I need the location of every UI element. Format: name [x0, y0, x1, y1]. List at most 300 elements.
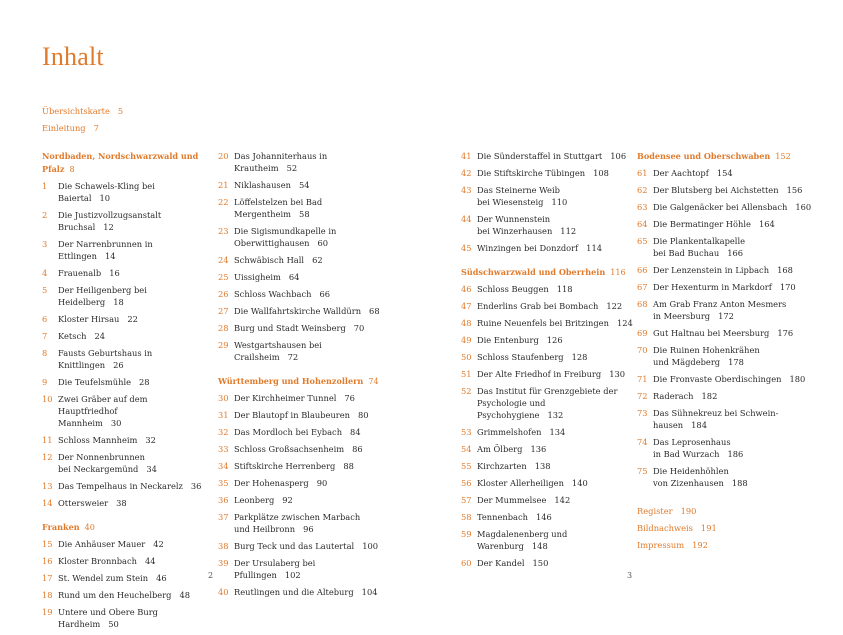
entry-title: Winzingen bei Donzdorf: [477, 243, 579, 253]
entry-page: 164: [758, 219, 775, 229]
entry-title: Der Alte Friedhof in Freiburg: [477, 369, 602, 379]
toc-entry[interactable]: [637, 390, 817, 402]
toc-link-picture-credits[interactable]: [637, 520, 817, 537]
entry-page: 62: [312, 255, 323, 265]
entry-page: 186: [727, 449, 744, 459]
entry-page: 90: [316, 478, 328, 488]
toc-entry[interactable]: [42, 555, 207, 567]
entry-title: Schloss Beuggen: [477, 284, 549, 294]
entry-title: Stiftskirche Herrenberg: [234, 461, 336, 471]
section-title: Franken: [42, 522, 80, 532]
entry-title: Tennenbach: [477, 512, 528, 522]
toc-entry[interactable]: [461, 242, 633, 254]
entry-page: 146: [536, 512, 552, 522]
entry-number: 48: [461, 318, 472, 328]
section-heading[interactable]: [637, 150, 817, 163]
entry-page: 112: [560, 226, 577, 236]
entry-page: 168: [777, 265, 793, 275]
entry-number: 22: [218, 197, 229, 207]
toc-entry[interactable]: [42, 480, 207, 492]
entry-title: Am Grab Franz Anton Mesmers: [653, 299, 787, 309]
toc-entry[interactable]: [218, 339, 383, 363]
toc-page: 192: [692, 540, 708, 550]
entry-page: 170: [779, 282, 796, 292]
entry-number: 42: [461, 168, 472, 178]
section-title: Bodensee und Oberschwaben: [637, 151, 771, 161]
entry-title: Uissigheim: [234, 272, 281, 282]
toc-entry[interactable]: [218, 288, 383, 300]
entry-page: 34: [146, 464, 157, 474]
entry-page: 184: [691, 420, 707, 430]
toc-entry[interactable]: [637, 407, 817, 431]
page-number-left: 2: [208, 571, 214, 580]
toc-entry[interactable]: [461, 213, 633, 237]
entry-title: Frauenalb: [58, 268, 102, 278]
entry-page: 114: [586, 243, 603, 253]
entry-number: 2: [42, 210, 48, 220]
toc-entry[interactable]: [218, 322, 383, 334]
entry-number: 23: [218, 226, 229, 236]
toc-page: 5: [117, 106, 124, 116]
entry-title: Die Teufelsmühle: [58, 377, 132, 387]
entry-number: 8: [42, 348, 48, 358]
entry-title: Westgartshausen bei Crailsheim: [234, 340, 322, 362]
entry-title: Kloster Allerheiligen: [477, 478, 564, 488]
toc-entry[interactable]: [637, 201, 817, 213]
toc-column-4: [637, 150, 817, 554]
entry-number: 51: [461, 369, 472, 379]
entry-page: 148: [531, 541, 548, 551]
entry-number: 28: [218, 323, 229, 333]
entry-number: 35: [218, 478, 229, 488]
entry-title: Ruine Neuenfels bei Britzingen: [477, 318, 609, 328]
entry-number: 73: [637, 408, 648, 418]
entry-number: 3: [42, 239, 48, 249]
entry-title: Der Kandel: [477, 558, 525, 568]
toc-entry[interactable]: [461, 150, 633, 162]
toc-entry[interactable]: [637, 436, 817, 460]
entry-title: Gut Haltnau bei Meersburg: [653, 328, 770, 338]
entry-number: 19: [42, 607, 53, 617]
toc-entry[interactable]: [461, 300, 633, 312]
entry-page: 48: [179, 590, 191, 600]
entry-number: 26: [218, 289, 229, 299]
toc-entry[interactable]: [218, 586, 383, 598]
toc-entry[interactable]: [42, 209, 207, 233]
entry-page: 136: [530, 444, 547, 454]
toc-entry[interactable]: [637, 184, 817, 196]
entry-number: 29: [218, 340, 229, 350]
entry-title: in Meersburg: [653, 311, 711, 321]
entry-title: St. Wendel zum Stein: [58, 573, 149, 583]
entry-title: Der Ursulaberg bei Pfullingen: [234, 558, 316, 580]
entry-title: Niklashausen: [234, 180, 291, 190]
section-heading[interactable]: [42, 150, 207, 176]
toc-page: 7: [93, 123, 99, 133]
entry-title: von Zizenhausen: [653, 478, 724, 488]
entry-page: 182: [701, 391, 718, 401]
entry-page: 142: [554, 495, 571, 505]
entry-number: 14: [42, 498, 53, 508]
toc-page: 191: [700, 523, 717, 533]
entry-page: 42: [153, 539, 164, 549]
entry-page: 150: [532, 558, 549, 568]
entry-number: 39: [218, 558, 229, 568]
toc-entry[interactable]: [42, 538, 207, 550]
toc-entry[interactable]: [637, 344, 817, 368]
toc-entry[interactable]: [42, 376, 207, 388]
section-page: 40: [84, 522, 95, 532]
toc-entry[interactable]: [461, 494, 633, 506]
entry-page: 104: [361, 587, 378, 597]
entry-title: Die Sigismundkapelle in: [234, 226, 337, 236]
toc-entry[interactable]: [42, 347, 207, 371]
toc-entry[interactable]: [637, 235, 817, 259]
entry-title: Der Heiligenberg bei Heidelberg: [58, 285, 147, 307]
entry-title: Das Leprosenhaus: [653, 437, 731, 447]
entry-number: 52: [461, 386, 472, 396]
entry-page: 60: [317, 238, 329, 248]
entry-page: 108: [593, 168, 609, 178]
entry-title: Am Ölberg: [477, 444, 523, 454]
entry-title: Das Sühnekreuz bei Schwein-: [653, 408, 779, 418]
entry-title: bei Wiesensteig: [477, 197, 544, 207]
toc-entry[interactable]: [637, 298, 817, 322]
entry-title: Reutlingen und die Alteburg: [234, 587, 354, 597]
entry-page: 118: [556, 284, 573, 294]
toc-entry[interactable]: [461, 167, 633, 179]
entry-page: 68: [369, 306, 380, 316]
entry-page: 76: [344, 393, 355, 403]
toc-entry[interactable]: [461, 317, 633, 329]
entry-number: 24: [218, 255, 229, 265]
entry-title: Der Kirchheimer Tunnel: [234, 393, 337, 403]
toc-link-imprint[interactable]: [637, 537, 817, 554]
entry-page: 126: [546, 335, 563, 345]
entry-page: 180: [789, 374, 806, 384]
entry-title: Der Wunnenstein: [477, 214, 551, 224]
toc-link-register[interactable]: [637, 503, 817, 520]
entry-page: 96: [303, 524, 314, 534]
entry-title: Das Institut für Grenzgebiete der: [477, 386, 618, 396]
toc-entry[interactable]: [218, 225, 383, 249]
entry-title: Mannheim: [58, 418, 103, 428]
entry-number: 18: [42, 590, 53, 600]
entry-title: Untere und Obere Burg Hardheim: [58, 607, 158, 629]
entry-page: 16: [109, 268, 120, 278]
entry-number: 47: [461, 301, 472, 311]
toc-entry[interactable]: [637, 264, 817, 276]
toc-entry[interactable]: [218, 460, 383, 472]
entry-page: 28: [139, 377, 150, 387]
toc-entry[interactable]: [42, 606, 207, 630]
toc-entry[interactable]: [461, 460, 633, 472]
entry-title: Kirchzarten: [477, 461, 527, 471]
toc-entry[interactable]: [218, 443, 383, 455]
entry-title: Die Schawels-Kling bei Baiertal: [58, 181, 155, 203]
toc-label: Einleitung: [42, 123, 86, 133]
entry-number: 74: [637, 437, 648, 447]
toc-entry[interactable]: [218, 196, 383, 220]
entry-title: Enderlins Grab bei Bombach: [477, 301, 599, 311]
entry-number: 36: [218, 495, 229, 505]
entry-number: 30: [218, 393, 229, 403]
entry-number: 50: [461, 352, 472, 362]
entry-title: Grimmelshofen: [477, 427, 542, 437]
section-heading[interactable]: [42, 521, 207, 534]
entry-title: Die Entenburg: [477, 335, 539, 345]
toc-entry[interactable]: [42, 572, 207, 584]
entry-title: und Mägdeberg: [653, 357, 721, 367]
entry-number: 1: [42, 181, 48, 191]
entry-title: Rund um den Heuchelberg: [58, 590, 172, 600]
entry-title: Das Johanniterhaus in Krautheim: [234, 151, 328, 173]
toc-entry[interactable]: [637, 281, 817, 293]
entry-number: 37: [218, 512, 229, 522]
toc-label: Bildnachweis: [637, 523, 693, 533]
entry-title: Die Galgenäcker bei Allensbach: [653, 202, 788, 212]
entry-page: 188: [731, 478, 748, 488]
toc-entry[interactable]: [42, 180, 207, 204]
toc-entry[interactable]: [218, 392, 383, 404]
entry-page: 160: [795, 202, 812, 212]
section-heading[interactable]: [461, 266, 633, 279]
entry-page: 110: [551, 197, 568, 207]
entry-number: 27: [218, 306, 229, 316]
entry-number: 25: [218, 272, 229, 282]
toc-entry[interactable]: [637, 218, 817, 230]
entry-page: 12: [103, 222, 114, 232]
section-title: Südschwarzwald und Oberrhein: [461, 267, 606, 277]
entry-page: 88: [343, 461, 354, 471]
entry-title: Kloster Hirsau: [58, 314, 120, 324]
entry-title: Kloster Bronnbach: [58, 556, 137, 566]
entry-number: 31: [218, 410, 229, 420]
entry-title: bei Neckargemünd: [58, 464, 139, 474]
section-heading[interactable]: [218, 375, 383, 388]
toc-entry[interactable]: [637, 327, 817, 339]
entry-page: 14: [104, 251, 116, 261]
entry-number: 57: [461, 495, 472, 505]
toc-entry[interactable]: [42, 451, 207, 475]
toc-entry[interactable]: [461, 511, 633, 523]
section-page: 74: [368, 376, 379, 386]
entry-title: Die Anhäuser Mauer: [58, 539, 146, 549]
entry-number: 68: [637, 299, 648, 309]
toc-entry[interactable]: [218, 494, 383, 506]
entry-title: Der Lenzenstein in Lipbach: [653, 265, 770, 275]
entry-title: Die Wallfahrtskirche Walldürn: [234, 306, 362, 316]
section-page: 8: [69, 164, 75, 174]
entry-title: Die Justizvollzugsanstalt Bruchsal: [58, 210, 162, 232]
entry-title: Schloss Staufenberg: [477, 352, 564, 362]
entry-number: 45: [461, 243, 472, 253]
toc-entry[interactable]: [42, 267, 207, 279]
entry-title: und Heilbronn: [234, 524, 296, 534]
entry-number: 75: [637, 466, 648, 476]
entry-page: 64: [288, 272, 300, 282]
entry-title: Löffelstelzen bei Bad Mergentheim: [234, 197, 323, 219]
toc-entry[interactable]: [461, 528, 633, 552]
toc-entry[interactable]: [218, 305, 383, 317]
entry-page: 134: [549, 427, 566, 437]
entry-title: Der Blutsberg bei Aichstetten: [653, 185, 779, 195]
entry-title: bei Winzerhausen: [477, 226, 553, 236]
toc-entry[interactable]: [461, 557, 633, 569]
toc-entry[interactable]: [218, 511, 383, 535]
toc-entry[interactable]: [42, 497, 207, 509]
entry-number: 67: [637, 282, 648, 292]
entry-page: 138: [534, 461, 551, 471]
entry-title: Psychologie und Psychohygiene: [477, 398, 546, 420]
entry-page: 84: [350, 427, 361, 437]
entry-page: 70: [353, 323, 365, 333]
entry-title: Oberwittighausen: [234, 238, 310, 248]
toc-entry[interactable]: [42, 238, 207, 262]
entry-number: 7: [42, 331, 48, 341]
toc-entry[interactable]: [461, 368, 633, 380]
section-page: 152: [775, 151, 791, 161]
entry-page: 10: [99, 193, 111, 203]
entry-title: Parkplätze zwischen Marbach: [234, 512, 361, 522]
toc-entry[interactable]: [42, 393, 207, 429]
entry-title: Das Steinerne Weib: [477, 185, 560, 195]
toc-entry[interactable]: [461, 184, 633, 208]
entry-title: Schloss Wachbach: [234, 289, 312, 299]
entry-title: Zwei Gräber auf dem Hauptfriedhof: [58, 394, 148, 416]
entry-number: 11: [42, 435, 53, 445]
entry-title: bei Bad Buchau: [653, 248, 720, 258]
entry-title: Leonberg: [234, 495, 275, 505]
toc-entry[interactable]: [461, 443, 633, 455]
entry-title: Raderach: [653, 391, 694, 401]
entry-number: 15: [42, 539, 53, 549]
entry-title: Der Mummelsee: [477, 495, 547, 505]
entry-title: Der Hexenturm in Markdorf: [653, 282, 772, 292]
entry-title: Die Stiftskirche Tübingen: [477, 168, 586, 178]
entry-page: 156: [786, 185, 803, 195]
entry-page: 52: [286, 163, 298, 173]
entry-page: 18: [113, 297, 124, 307]
toc-entry[interactable]: [461, 477, 633, 489]
entry-page: 92: [282, 495, 293, 505]
section-title: Württemberg und Hohenzollern: [218, 376, 364, 386]
front-matter: [42, 103, 123, 137]
entry-page: 130: [609, 369, 626, 379]
entry-number: 32: [218, 427, 229, 437]
entry-number: 54: [461, 444, 472, 454]
entry-number: 17: [42, 573, 53, 583]
entry-number: 72: [637, 391, 648, 401]
entry-page: 102: [284, 570, 301, 580]
toc-entry[interactable]: [461, 351, 633, 363]
entry-number: 49: [461, 335, 472, 345]
toc-entry[interactable]: [42, 284, 207, 308]
toc-link-overview-map[interactable]: [42, 103, 123, 120]
entry-number: 9: [42, 377, 48, 387]
entry-title: Schloss Großsachsenheim: [234, 444, 345, 454]
entry-number: 44: [461, 214, 472, 224]
entry-page: 124: [616, 318, 633, 328]
toc-column-3: [461, 150, 633, 574]
toc-entry[interactable]: [42, 330, 207, 342]
toc-entry[interactable]: [218, 150, 383, 174]
back-matter: [637, 503, 817, 554]
entry-number: 64: [637, 219, 648, 229]
entry-page: 166: [727, 248, 744, 258]
entry-title: Die Ruinen Hohenkrähen: [653, 345, 760, 355]
toc-entry[interactable]: [218, 179, 383, 191]
toc-entry[interactable]: [42, 313, 207, 325]
toc-entry[interactable]: [218, 426, 383, 438]
toc-entry[interactable]: [461, 385, 633, 421]
entry-page: 72: [287, 352, 299, 362]
page-number-right: 3: [627, 571, 633, 580]
entry-title: Fausts Geburtshaus in Knittlingen: [58, 348, 153, 370]
toc-entry[interactable]: [637, 167, 817, 179]
entry-number: 62: [637, 185, 648, 195]
entry-number: 61: [637, 168, 648, 178]
entry-page: 22: [127, 314, 138, 324]
entry-number: 20: [218, 151, 229, 161]
toc-entry[interactable]: [42, 434, 207, 446]
entry-number: 70: [637, 345, 648, 355]
entry-title: hausen: [653, 420, 684, 430]
entry-page: 128: [571, 352, 588, 362]
entry-page: 38: [116, 498, 127, 508]
entry-title: Der Blautopf in Blaubeuren: [234, 410, 351, 420]
toc-entry[interactable]: [218, 557, 383, 581]
toc-label: Register: [637, 506, 673, 516]
entry-page: 24: [94, 331, 106, 341]
entry-title: Der Hohenasperg: [234, 478, 309, 488]
entry-number: 63: [637, 202, 648, 212]
toc-entry[interactable]: [218, 409, 383, 421]
entry-number: 60: [461, 558, 472, 568]
entry-number: 34: [218, 461, 229, 471]
toc-entry[interactable]: [218, 477, 383, 489]
entry-page: 122: [606, 301, 623, 311]
entry-title: Die Sünderstaffel in Stuttgart: [477, 151, 603, 161]
entry-title: Der Nonnenbrunnen: [58, 452, 145, 462]
entry-page: 50: [108, 619, 119, 629]
toc-entry[interactable]: [461, 426, 633, 438]
toc-entry[interactable]: [218, 540, 383, 552]
toc-link-introduction[interactable]: [42, 120, 123, 137]
entry-page: 100: [362, 541, 379, 551]
entry-title: Das Mordloch bei Eybach: [234, 427, 343, 437]
toc-entry[interactable]: [218, 271, 383, 283]
toc-entry[interactable]: [637, 373, 817, 385]
entry-title: Die Heidenhöhlen: [653, 466, 729, 476]
entry-title: Die Plankentalkapelle: [653, 236, 746, 246]
entry-title: Die Fronvaste Oberdischingen: [653, 374, 782, 384]
entry-number: 10: [42, 394, 53, 404]
section-page: 116: [610, 267, 626, 277]
toc-entry[interactable]: [218, 254, 383, 266]
entry-number: 4: [42, 268, 48, 278]
entry-number: 33: [218, 444, 229, 454]
entry-page: 140: [571, 478, 588, 488]
entry-number: 58: [461, 512, 472, 522]
toc-entry[interactable]: [42, 589, 207, 601]
toc-entry[interactable]: [461, 283, 633, 295]
entry-page: 106: [610, 151, 627, 161]
toc-entry[interactable]: [461, 334, 633, 346]
toc-entry[interactable]: [637, 465, 817, 489]
toc-label: Übersichtskarte: [42, 106, 110, 116]
toc-column-1: [42, 150, 207, 635]
